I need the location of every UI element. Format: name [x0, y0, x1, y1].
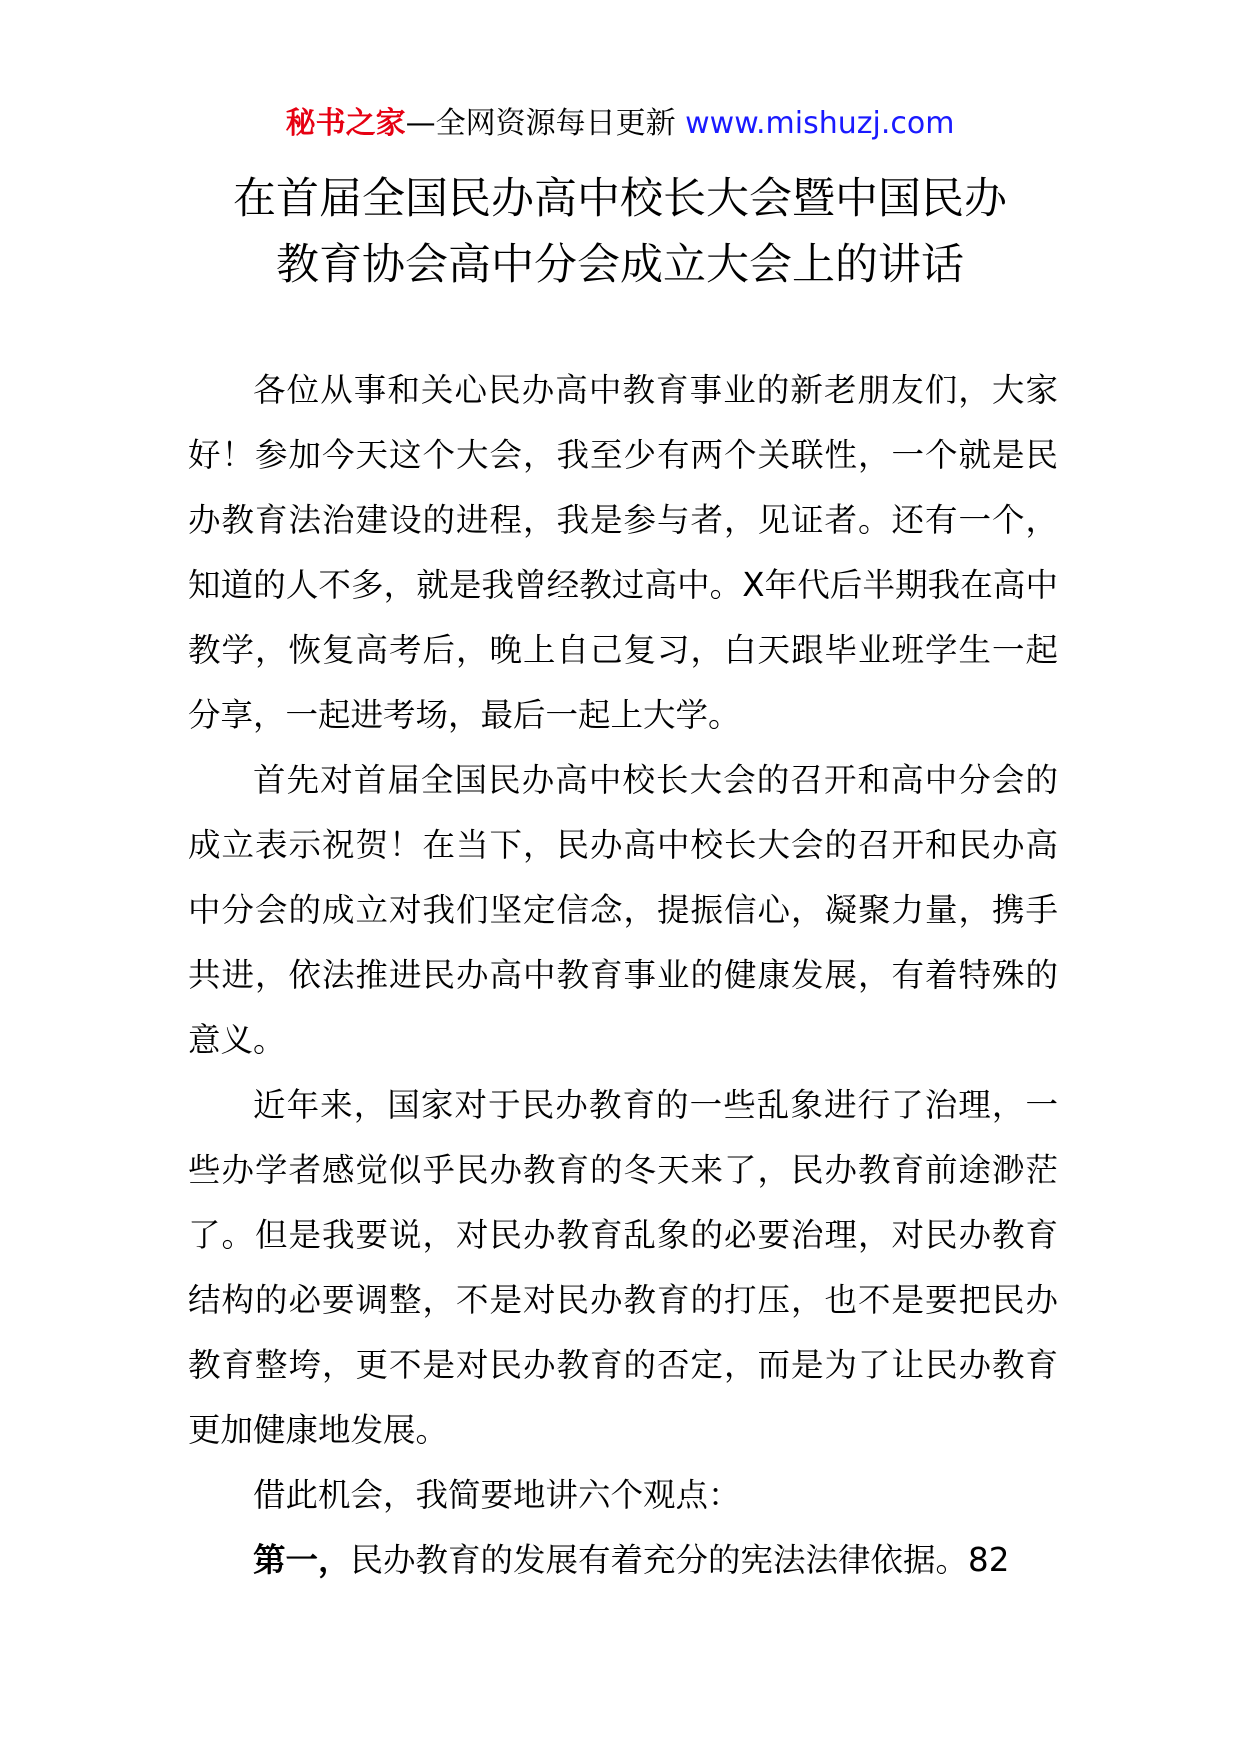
paragraph-greeting: 各位从事和关心民办高中教育事业的新老朋友们，大家好！参加今天这个大会，我至少有两个关联性，一个就是民办教育法治建设的进程，我是参与者，见证者。还有一个，知道的人不多，就是我曾经教过高中。X年代后半期我在高中教学，恢复高考后，晚上自己复习，白天跟毕业班学生一起分享，一起进考场，最后一起上大学。 [188, 371, 1058, 734]
paragraph-six-points-intro: 借此机会，我简要地讲六个观点： [253, 1476, 741, 1514]
paragraph-recent-years: 近年来，国家对于民办教育的一些乱象进行了治理，一些办学者感觉似乎民办教育的冬天来了，民办教育前途渺茫了。但是我要说，对民办教育乱象的必要治理，对民办教育结构的必要调整，不是对民办教育的打压，也不是要把民办教育整垮，更不是对民办教育的否定，而是为了让民办教育更加健康地发展。 [188, 1086, 1058, 1449]
document-body [188, 358, 1058, 1593]
header-slogan: —全网资源每日更新 [405, 106, 686, 141]
site-url-link[interactable]: www.mishuzj.com [685, 106, 955, 141]
point-one-text: 民办教育的发展有着充分的宪法法律依据。82 [350, 1541, 1010, 1579]
header-banner [0, 104, 1240, 144]
title-line-2: 教育协会高中分会成立大会上的讲话 [276, 240, 964, 290]
document-title [150, 166, 1090, 298]
title-line-1: 在首届全国民办高中校长大会暨中国民办 [233, 174, 1007, 224]
point-one-lead: 第一， [253, 1541, 351, 1579]
brand-name: 秘书之家 [285, 106, 406, 141]
paragraph-congratulations: 首先对首届全国民办高中校长大会的召开和高中分会的成立表示祝贺！在当下，民办高中校长大会的召开和民办高中分会的成立对我们坚定信念，提振信心，凝聚力量，携手共进，依法推进民办高中教育事业的健康发展，有着特殊的意义。 [188, 761, 1058, 1059]
paragraph-point-one [188, 1528, 1058, 1593]
